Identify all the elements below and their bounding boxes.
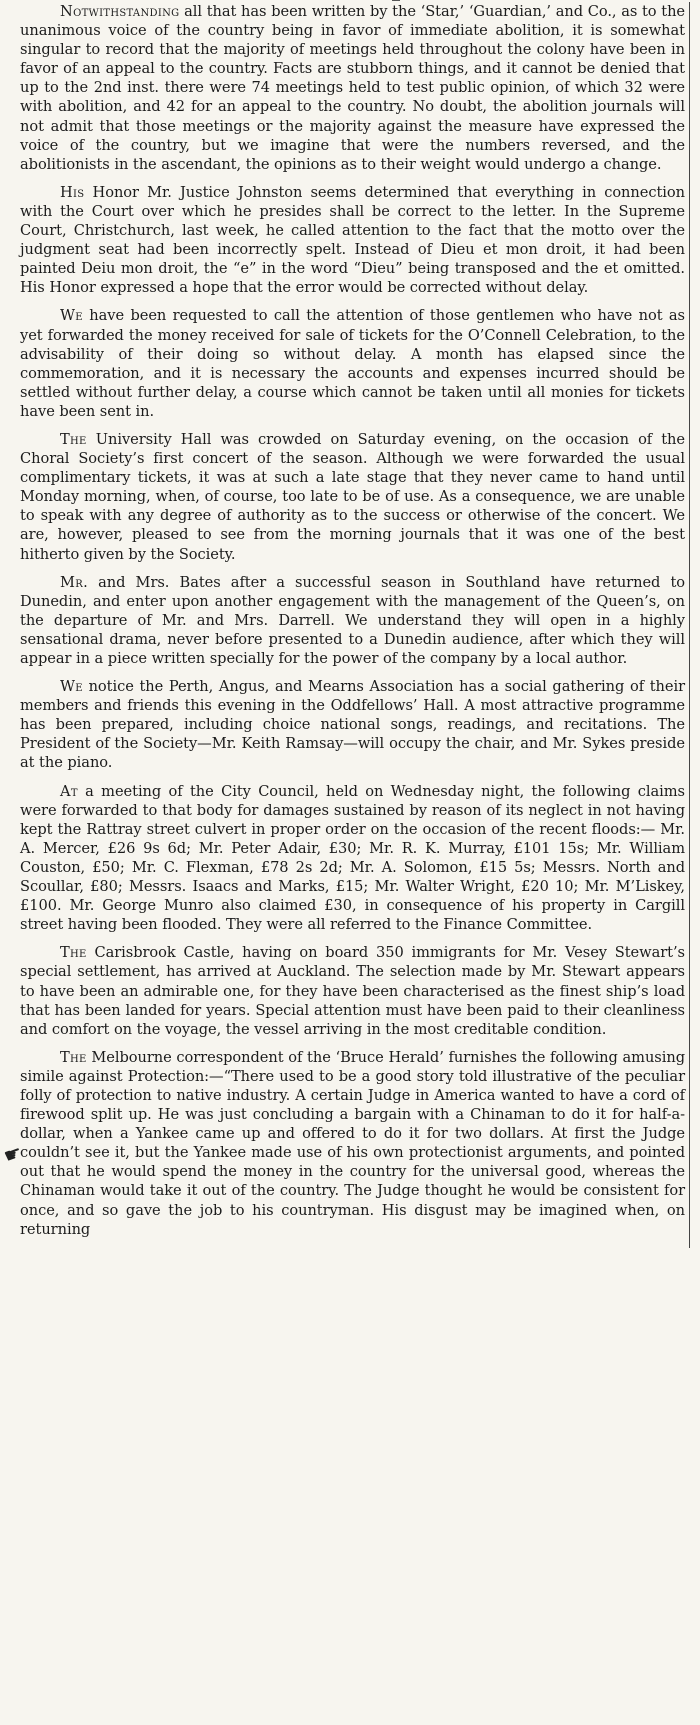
news-column <box>20 2 690 1248</box>
paragraph-text: Honor Mr. Justice Johnston seems determined that everything in connection with the Court over which he presides shall be correct to the letter. In the Supreme Court, Christchurch, last week, he called attention to the fact that the motto over the judgment seat had been incorrectly spelt. Instead of Dieu et mon droit, it had been painted Deiu mon droit, the “e” in the word “Dieu” being transposed and the et omitted. His Honor expressed a hope that the error would be corrected without delay. <box>20 183 685 297</box>
paragraph-bates-theatre <box>20 573 685 668</box>
paragraph-city-council-claims <box>20 782 685 935</box>
paragraph-carisbrook-castle <box>20 943 685 1038</box>
paragraph-justice-johnston <box>20 183 685 298</box>
pointing-hand-icon: ☛ <box>0 1139 26 1169</box>
lead-word: The <box>60 1048 87 1066</box>
paragraph-choral-society <box>20 430 685 564</box>
lead-word: Notwithstanding <box>60 3 180 20</box>
lead-word: The <box>60 944 87 962</box>
lead-word: We <box>60 307 83 325</box>
lead-word: Mr. <box>60 573 89 591</box>
paragraph-text: Carisbrook Castle, having on board 350 immigrants for Mr. Vesey Stewart’s special settlement, has arrived at Auckland. The selection made by Mr. Stewart appears to have been an admirable one, for they have been characterised as the finest ship’s load that has been landed for years. Special attention must have been paid to their cleanliness and comfort on the voyage, the vessel arriving in the most creditable condition. <box>20 944 685 1038</box>
paragraph-text: have been requested to call the attention of those gentlemen who have not as yet forwarded the money received for sale of tickets for the O’Connell Celebration, to the advisability of their doing so without delay. A month has elapsed since the commemoration, and it is necessary the accounts and expenses incurred should be settled without further delay, a course which cannot be taken until all monies for tickets have been sent in. <box>20 307 685 420</box>
paragraph-text: a meeting of the City Council, held on Wednesday night, the following claims were forwarded to that body for damages sustained by reason of its neglect in not having kept the Rattray street culvert in proper order on the occasion of the recent floods:— Mr. A. Mercer, £26 9s 6d; Mr. Peter Adair, £30; Mr. R. K. Murray, £101 15s; Mr. William Couston, £50; Mr. C. Flexman, £78 2s 2d; Mr. A. Solomon, £15 5s; Messrs. North and Scoullar, £80; Messrs. Isaacs and Marks, £15; Mr. Walter Wright, £20 10; Mr. M’Liskey, £100. Mr. George Munro also claimed £30, in consequence of his property in Cargill street having been flooded. They were all referred to the Finance Committee. <box>20 782 685 934</box>
paragraph-oconnell-tickets <box>20 306 685 421</box>
paragraph-text: all that has been written by the ‘Star,’ ‘Guardian,’ and Co., as to the unanimous voice of the country being in favor of immediate abolition, it is somewhat singular to record that the majority of meetings held throughout the colony have been in favor of an appeal to the country. Facts are stubborn things, and it cannot be denied that up to the 2nd inst. there were 74 meetings held to test public opinion, of which 32 were with abolition, and 42 for an appeal to the country. No doubt, the abolition journals will not admit that those meetings or the majority against the measure have expressed the voice of the country, but we imagine that were the numbers reversed, and the abolitionists in the ascendant, the opinions as to their weight would undergo a change. <box>20 3 685 173</box>
lead-word: At <box>60 782 78 800</box>
paragraph-text: Melbourne correspondent of the ‘Bruce Herald’ furnishes the following amusing simile against Protection:—“There used to be a good story told illustrative of the peculiar folly of protection to native industry. A certain Judge in America wanted to have a cord of firewood split up. He was just concluding a bargain with a Chinaman to do it for half-a-dollar, when a Yankee came up and offered to do it for two dollars. At first the Judge couldn’t see it, but the Yankee made use of his own protectionist arguments, and pointed out that he would spend the money in the country for the universal good, whereas the Chinaman would take it out of the country. The Judge thought he would be consistent for once, and so gave the job to his countryman. His disgust may be imagined when, on returning <box>20 1048 685 1238</box>
lead-word: The <box>60 430 87 448</box>
paragraph-protection-simile <box>20 1048 685 1239</box>
paragraph-abolition-meetings <box>20 2 685 174</box>
paragraph-text: and Mrs. Bates after a successful season in Southland have returned to Dunedin, and enter upon another engagement with the management of the Queen’s, on the departure of Mr. and Mrs. Darrell. We understand they will open in a highly sensational drama, never before presented to a Dunedin audience, after which they will appear in a piece written specially for the power of the company by a local author. <box>20 573 685 667</box>
lead-word: We <box>60 678 83 696</box>
paragraph-text: University Hall was crowded on Saturday evening, on the occasion of the Choral Society’s first concert of the season. Although we were forwarded the usual complimentary tickets, it was at such a late stage that they never came to hand until Monday morning, when, of course, too late to be of use. As a consequence, we are unable to speak with any degree of authority as to the success or otherwise of the concert. We are, however, pleased to see from the morning journals that it was one of the best hitherto given by the Society. <box>20 430 685 563</box>
paragraph-perth-association <box>20 677 685 772</box>
lead-word: His <box>60 183 85 201</box>
paragraph-text: notice the Perth, Angus, and Mearns Association has a social gathering of their members and friends this evening in the Oddfellows’ Hall. A most attractive programme has been prepared, including choice national songs, readings, and recitations. The President of the Society—Mr. Keith Ramsay—will occupy the chair, and Mr. Sykes preside at the piano. <box>20 678 685 772</box>
